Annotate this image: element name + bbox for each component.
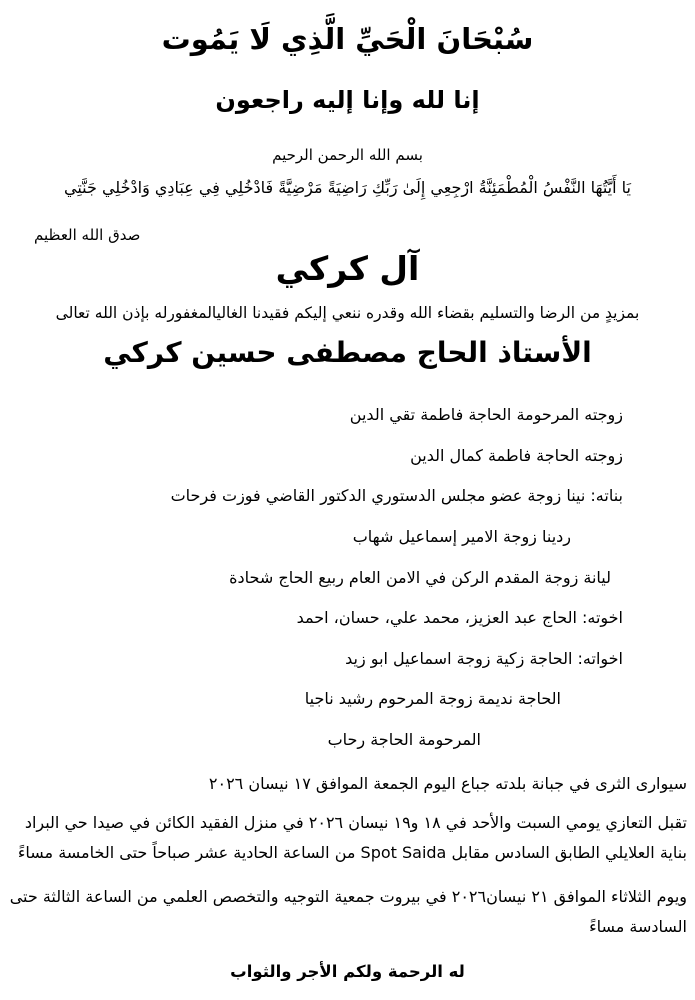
sadaqallah-line: صدق الله العظيم	[34, 225, 141, 244]
condolences-saida-paragraph: تقبل التعازي يومي السبت والأحد في ١٨ و١٩ نيسان ٢٠٢٦ في منزل الفقيد الكائن في صيدا حي البراد بناية العلايلي الطابق السادس مقابل Spot Saida من الساعة الحادية عشر صباحاً حتى الخامسة مساءً	[17, 813, 687, 863]
relative-line-sister-2: الحاجة نديمة زوجة المرحوم رشيد ناجيا	[304, 689, 561, 709]
announcement-intro: بمزيدٍ من الرضا والتسليم بقضاء الله وقدره ننعي إليكم فقيدنا الغاليالمغفورله بإذن الله تعالى	[55, 303, 640, 322]
closing-dua: له الرحمة ولكم الأجر والثواب	[230, 962, 465, 982]
istirjaa-line: إنا لله وإنا إليه راجعون	[215, 85, 480, 114]
relative-line-wife-2: زوجته الحاجة فاطمة كمال الدين	[410, 445, 623, 465]
quran-verse: يَا أَيَّتُهَا النَّفْسُ الْمُطْمَئِنَّةُ ارْجِعِي إِلَىٰ رَبِّكِ رَاضِيَةً مَرْضِيَّةً فَادْخُلِي فِي عِبَادِي وَادْخُلِي جَنَّتِي	[64, 178, 631, 198]
relative-line-daughter-2: ردينا زوجة الامير إسماعيل شهاب	[352, 527, 571, 547]
tasbih-line: سُبْحَانَ الْحَيِّ الَّذِي لَا يَمُوت	[161, 22, 534, 56]
basmala-line: بسم الله الرحمن الرحيم	[272, 146, 423, 165]
deceased-name: الأستاذ الحاج مصطفى حسين كركي	[103, 336, 592, 370]
relative-line-daughter-3: ليانة زوجة المقدم الركن في الامن العام ربيع الحاج شحادة	[229, 567, 611, 587]
relative-line-sister-3: المرحومة الحاجة رحاب	[327, 730, 481, 750]
relative-line-wife-1: زوجته المرحومة الحاجة فاطمة تقي الدين	[349, 405, 623, 425]
relative-line-sister-1: اخواته: الحاجة زكية زوجة اسماعيل ابو زيد	[345, 648, 623, 668]
condolences-beirut-paragraph: ويوم الثلاثاء الموافق ٢١ نيسان٢٠٢٦ في بيروت جمعية التوجيه والتخصص العلمي من الساعة الثالثة حتى السادسة مساءً	[9, 887, 687, 937]
relative-line-brothers: اخوته: الحاج عبد العزيز، محمد علي، حسان، احمد	[296, 608, 623, 628]
relative-line-daughter-1: بناته: نينا زوجة عضو مجلس الدستوري الدكتور القاضي فوزت فرحات	[170, 486, 623, 506]
burial-line: سيوارى الثرى في جبانة بلدته جباع اليوم الجمعة الموافق ١٧ نيسان ٢٠٢٦	[208, 773, 687, 793]
family-title: آل كركي	[275, 248, 420, 288]
